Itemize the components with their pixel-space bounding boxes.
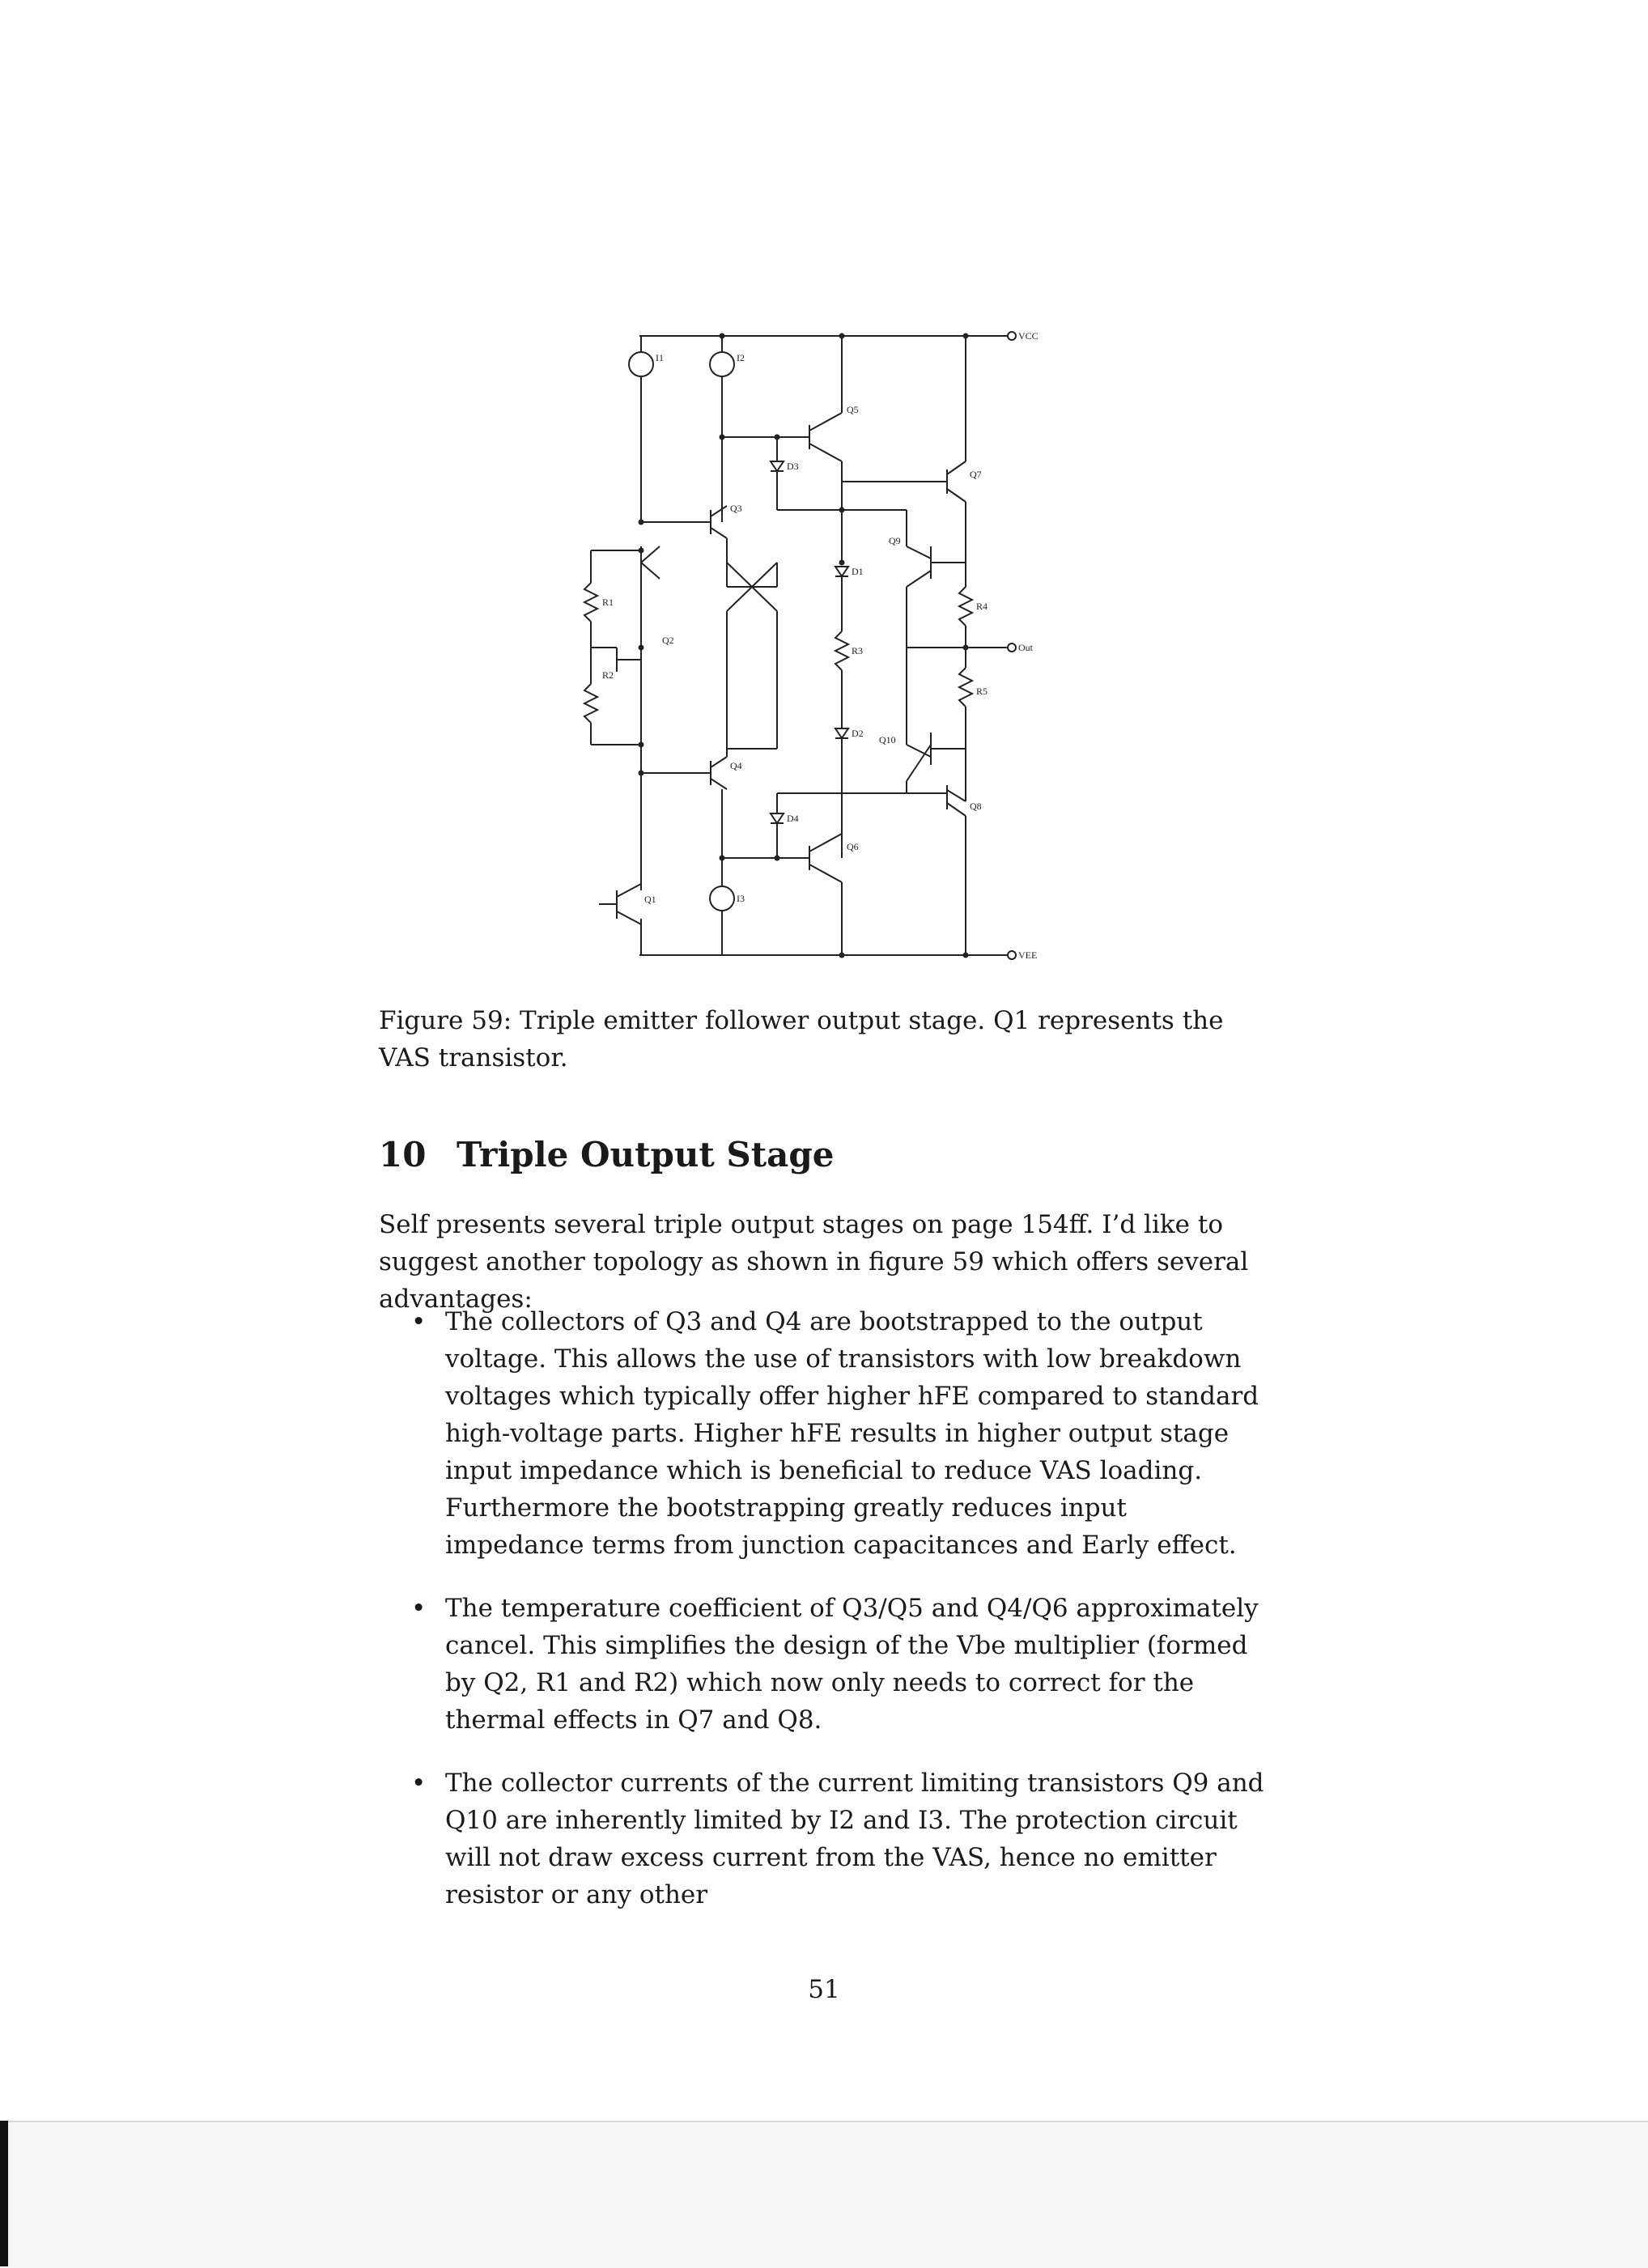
resistor-r4 [959, 587, 972, 626]
scan-edge-mark [0, 2121, 8, 2266]
bullet-text: The collector currents of the current limiting transistors Q9 and Q10 are inherently limited by I2 and I3. The protection circuit will not draw excess current from the VAS, hence no emitter resistor or any other [445, 1769, 1264, 1909]
label-r4: R4 [976, 601, 988, 612]
label-vee: VEE [1018, 949, 1038, 961]
section-number: 10 [379, 1135, 427, 1174]
label-d4: D4 [787, 813, 799, 824]
bullet-marker: • [411, 1594, 427, 1623]
label-r3: R3 [852, 645, 864, 656]
label-q9: Q9 [889, 535, 901, 546]
label-i1: I1 [656, 352, 664, 363]
current-source-i2 [710, 352, 734, 376]
diode-d3 [771, 461, 784, 471]
resistor-r1 [584, 583, 597, 622]
bullet-text: The temperature coefficient of Q3/Q5 and Q4/Q6 approximately cancel. This simplifies the design of the Vbe multiplier (formed by Q2, R1 and R2) which now only needs to correct for the thermal effects in Q7 and Q8. [445, 1594, 1259, 1735]
section-title: Triple Output Stage [457, 1135, 835, 1174]
current-source-i3 [710, 886, 734, 911]
label-r5: R5 [976, 686, 988, 697]
label-q10: Q10 [879, 734, 896, 745]
advantages-list [379, 1303, 1269, 1939]
label-vcc: VCC [1018, 330, 1038, 342]
scan-bottom-strip [0, 2121, 1648, 2268]
bullet-text: The collectors of Q3 and Q4 are bootstrapped to the output voltage. This allows the use of transistors with low breakdown voltages which typically offer higher hFE compared to standard high-voltage parts. Higher hFE results in higher output stage input impedance which is beneficial to reduce VAS loading. Furthermore the bootstrapping greatly reduces input impedance terms from junction capacitances and Early effect. [445, 1307, 1259, 1560]
resistor-r5 [959, 668, 972, 707]
label-i3: I3 [737, 893, 745, 904]
label-d3: D3 [787, 461, 799, 472]
label-d1: D1 [852, 566, 864, 577]
label-q5: Q5 [847, 404, 859, 415]
section-heading [379, 1135, 834, 1174]
list-item [379, 1303, 1269, 1564]
label-q4: Q4 [730, 760, 742, 771]
label-r1: R1 [602, 597, 614, 608]
label-q2: Q2 [662, 635, 674, 646]
list-item [379, 1590, 1269, 1739]
label-q3: Q3 [730, 503, 742, 514]
bullet-marker: • [411, 1769, 427, 1798]
resistor-r3 [835, 631, 848, 670]
label-q6: Q6 [847, 841, 859, 852]
intro-paragraph: Self presents several triple output stages on page 154ff. I’d like to suggest another topology as shown in figure 59 which offers several advantages: [379, 1210, 1249, 1314]
figure-caption: Figure 59: Triple emitter follower output stage. Q1 represents the VAS transistor. [379, 1006, 1224, 1072]
label-q1: Q1 [644, 894, 656, 905]
resistor-r2 [584, 684, 597, 723]
label-out: Out [1018, 642, 1033, 653]
label-q7: Q7 [970, 469, 982, 480]
label-i2: I2 [737, 352, 745, 363]
label-r2: R2 [602, 669, 614, 681]
diode-d1 [835, 567, 848, 576]
diode-d4 [771, 813, 784, 823]
bullet-marker: • [411, 1307, 427, 1336]
list-item [379, 1765, 1269, 1913]
current-source-i1 [629, 352, 653, 376]
circuit-schematic [567, 308, 1085, 987]
label-q8: Q8 [970, 801, 982, 812]
page-number: 51 [808, 1975, 840, 2004]
diode-d2 [835, 728, 848, 738]
label-d2: D2 [852, 728, 864, 739]
